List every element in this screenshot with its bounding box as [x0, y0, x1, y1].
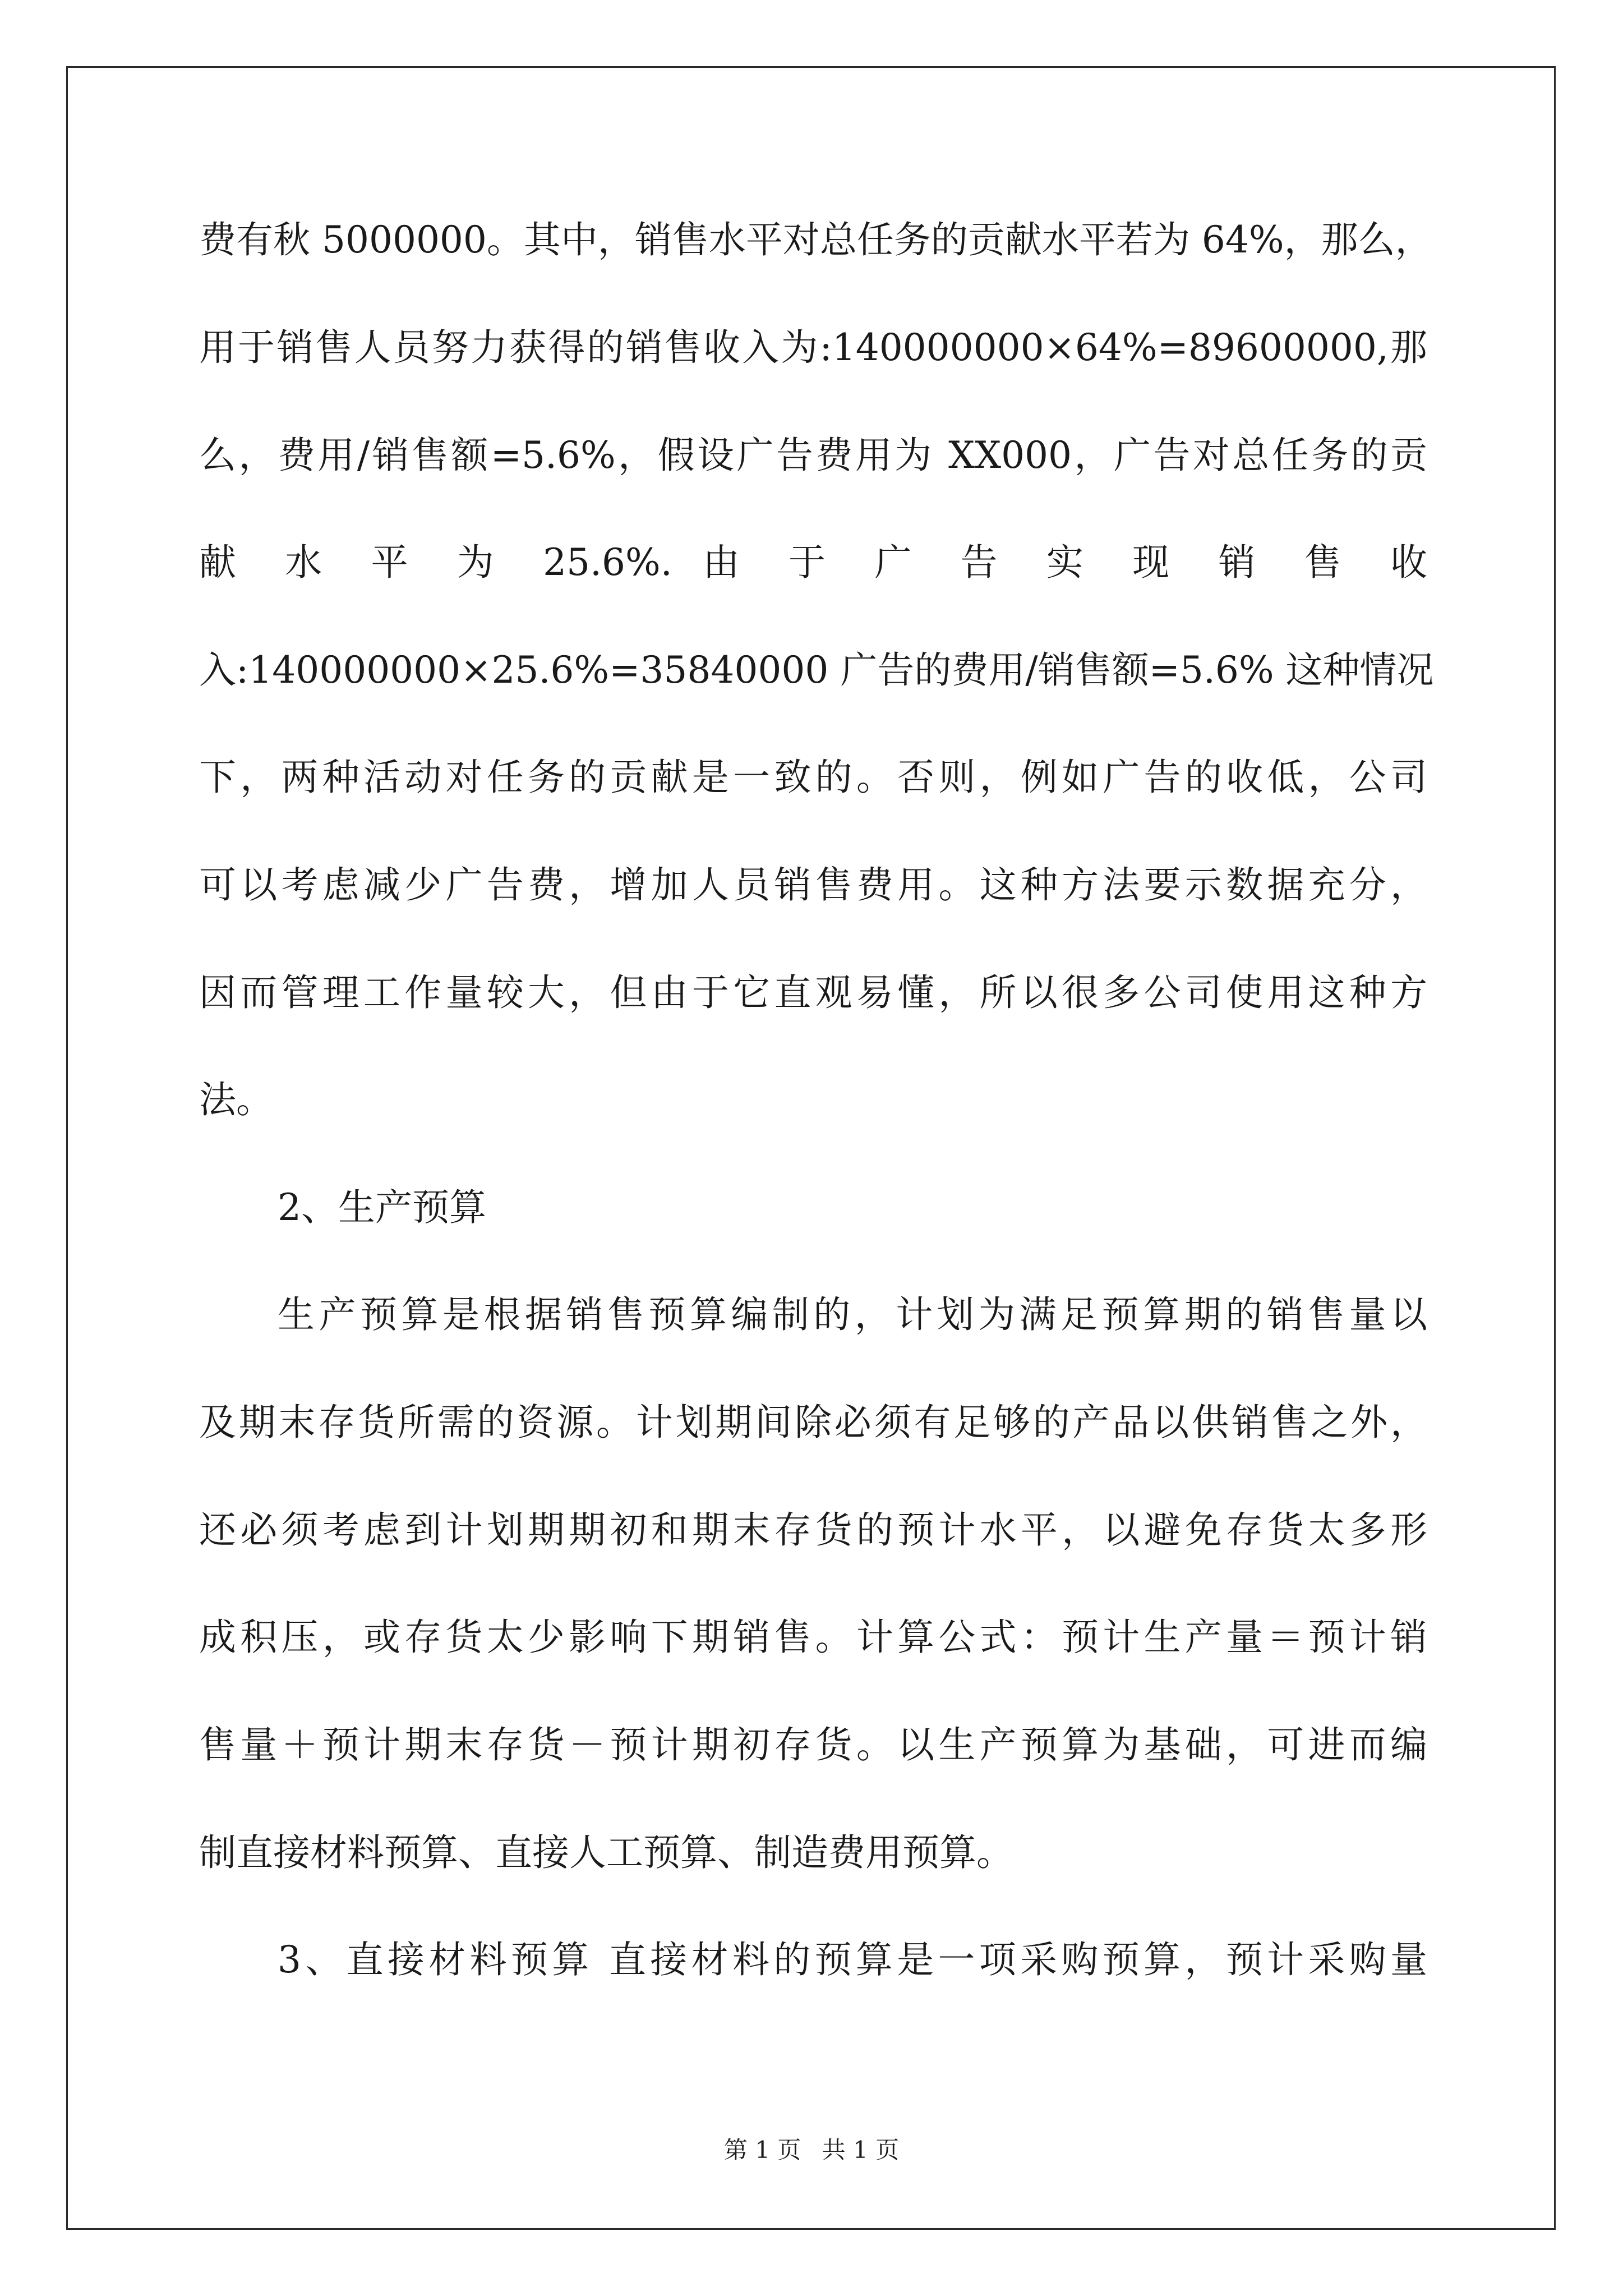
body-line: 么，费用/销售额=5.6%，假设广告费用为 XX000，广告对总任务的贡 [199, 434, 1427, 477]
section-heading: 2、生产预算 [278, 1186, 486, 1229]
body-line: 3、直接材料预算 直接材料的预算是一项采购预算，预计采购量 [278, 1938, 1427, 1981]
page-footer [0, 2132, 1623, 2165]
body-line: 还必须考虑到计划期期初和期末存货的预计水平，以避免存货太多形 [199, 1508, 1427, 1552]
body-line: 成积压，或存货太少影响下期销售。计算公式：预计生产量＝预计销 [199, 1616, 1427, 1659]
page-number: 第 1 页 [723, 2136, 801, 2164]
page-border [66, 66, 1556, 2230]
body-line: 用于销售人员努力获得的销售收入为:140000000×64%=89600000,那 [199, 326, 1427, 369]
body-line: 及期末存货所需的资源。计划期间除必须有足够的产品以供销售之外， [199, 1401, 1427, 1444]
body-line: 制直接材料预算、直接人工预算、制造费用预算。 [199, 1831, 1013, 1874]
body-line: 因而管理工作量较大，但由于它直观易懂，所以很多公司使用这种方 [199, 971, 1427, 1014]
page-total: 共 1 页 [822, 2136, 900, 2164]
body-line: 献 水 平 为 25.6%. 由 于 广 告 实 现 销 售 收 [199, 541, 1427, 584]
body-line: 费有秋 5000000。其中，销售水平对总任务的贡献水平若为 64%，那么， [199, 218, 1432, 261]
body-line: 生产预算是根据销售预算编制的，计划为满足预算期的销售量以 [278, 1293, 1427, 1336]
body-line: 入:140000000×25.6%=35840000 广告的费用/销售额=5.6% 这种情况 [199, 648, 1434, 692]
body-line: 下，两种活动对任务的贡献是一致的。否则，例如广告的收低，公司 [199, 756, 1427, 799]
body-line: 可以考虑减少广告费，增加人员销售费用。这种方法要示数据充分， [199, 863, 1427, 907]
body-line: 售量＋预计期末存货－预计期初存货。以生产预算为基础，可进而编 [199, 1723, 1427, 1766]
body-line: 法。 [199, 1078, 273, 1121]
